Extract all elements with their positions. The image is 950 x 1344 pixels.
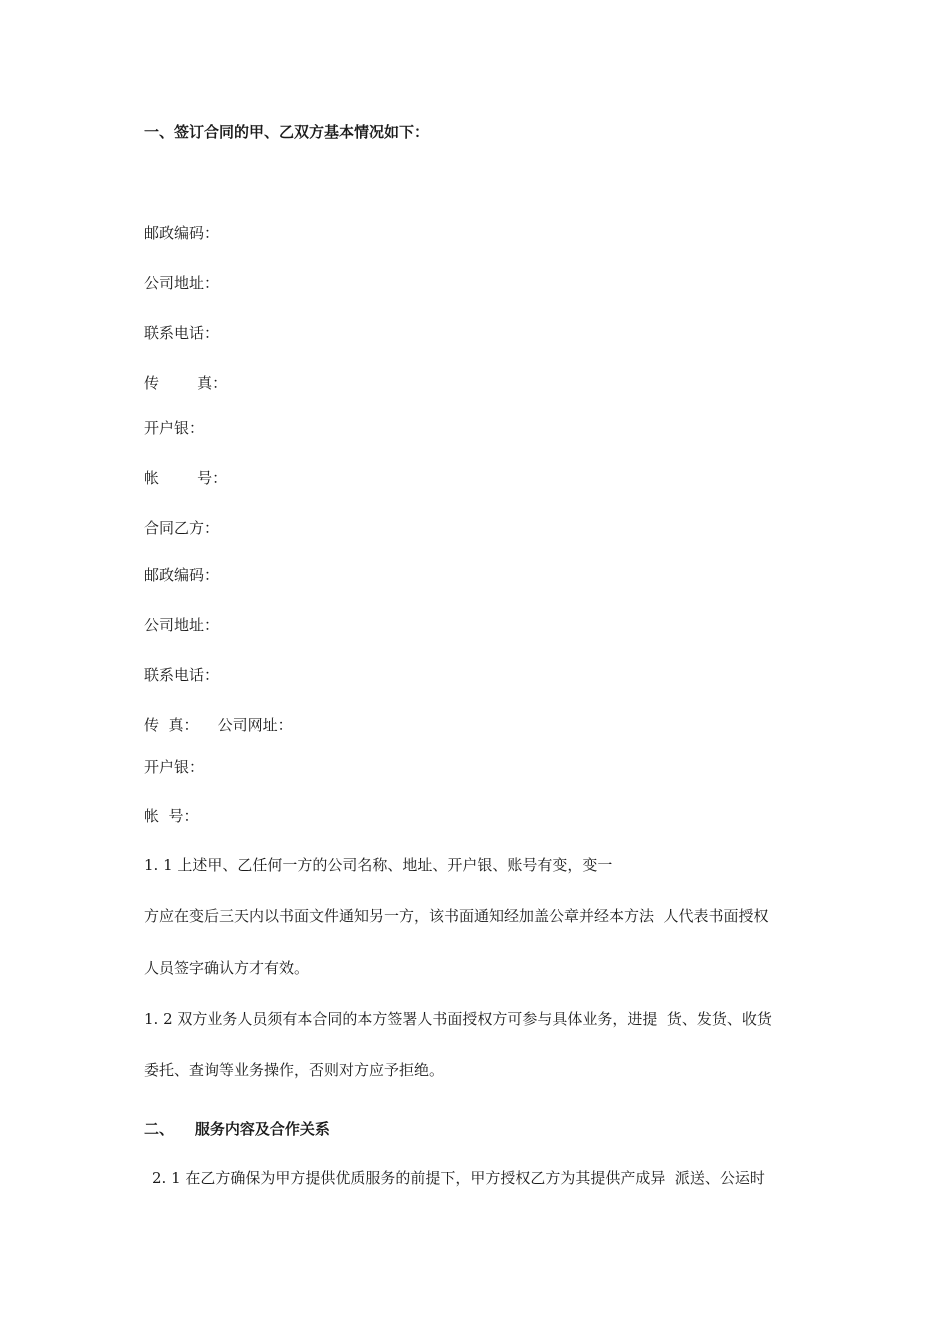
party-b-address-label: 公司地址：	[144, 616, 220, 634]
party-b-phone-label: 联系电话：	[144, 666, 220, 684]
party-a-postcode-label: 邮政编码：	[144, 224, 220, 242]
party-a-address-label: 公司地址：	[144, 274, 220, 292]
clause-1-1-line-3: 人员签字确认方才有效。	[144, 959, 310, 977]
clause-1-2-line-1: 1. 2 双方业务人员须有本合同的本方签署人书面授权方可参与具体业务，进提 货、发货、收货	[144, 1010, 772, 1028]
section-heading-2: 二、 服务内容及合作关系	[144, 1120, 330, 1138]
party-b-account-label: 帐 号：	[144, 807, 199, 825]
party-b-fax-web-label: 传 真： 公司网址：	[144, 716, 293, 734]
clause-1-1-line-2: 方应在变后三天内以书面文件通知另一方，该书面通知经加盖公章并经本方法 人代表书面授权	[144, 907, 769, 925]
party-b-title: 合同乙方：	[144, 519, 220, 537]
clause-1-1-line-1: 1. 1 上述甲、乙任何一方的公司名称、地址、开户银、账号有变，变一	[144, 856, 613, 874]
party-a-account-label: 帐 号：	[144, 469, 228, 487]
party-a-bank-label: 开户银：	[144, 419, 205, 437]
party-a-phone-label: 联系电话：	[144, 324, 220, 342]
party-a-fax-label: 传 真：	[144, 374, 228, 392]
clause-2-1-line-1: 2. 1 在乙方确保为甲方提供优质服务的前提下，甲方授权乙方为其提供产成异 派送、公运时	[152, 1169, 765, 1187]
party-b-postcode-label: 邮政编码：	[144, 566, 220, 584]
party-b-bank-label: 开户银：	[144, 758, 205, 776]
clause-1-2-line-2: 委托、查询等业务操作，否则对方应予拒绝。	[144, 1061, 445, 1079]
section-heading-1: 一、签订合同的甲、乙双方基本情况如下：	[144, 123, 430, 141]
